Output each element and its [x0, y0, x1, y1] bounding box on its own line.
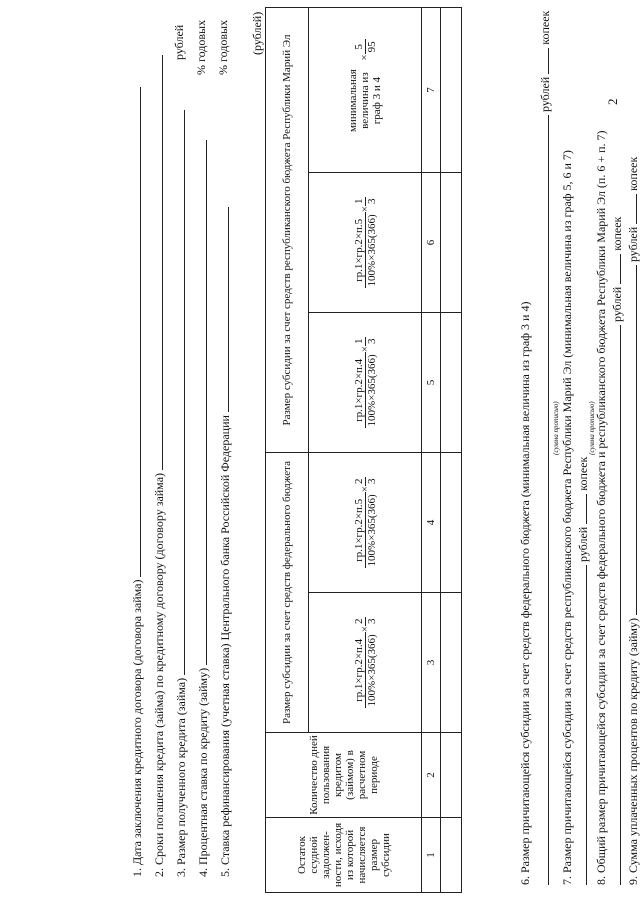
formula-5-ratio [353, 337, 378, 347]
col-number-7: 7 [422, 8, 441, 173]
item-1 [128, 87, 145, 877]
data-cell-2 [441, 733, 462, 818]
item-5 [216, 207, 233, 877]
data-cell-1 [441, 818, 462, 893]
col-number-6: 6 [422, 173, 441, 313]
item-8-label: 8. Общий размер причитающейся субсидии за счет средств федерального бюджета и республиканского бюджета Республики Марий Эл (п. 6 + п. 7) [594, 130, 608, 885]
formula-7-text: минимальная величина из граф 3 и 4 [347, 69, 383, 133]
col-number-3: 3 [422, 593, 441, 733]
item-5-blank [216, 207, 229, 412]
data-cell-6 [441, 173, 462, 313]
formula-4-ratio-num: 2 [352, 478, 365, 485]
formula-5-fraction [353, 352, 378, 428]
formula-5-ratio-num: 1 [352, 338, 365, 345]
formula-6-fraction [353, 212, 378, 288]
data-cell-4 [441, 453, 462, 593]
formula-6-ratio-den: 3 [365, 198, 378, 205]
item-7-blank [574, 565, 587, 885]
header-federal: Размер субсидии за счет средств федерального бюджета [266, 453, 309, 733]
formula-3-den: 100%×365(366) [365, 634, 378, 707]
item-2-label: 2. Сроки погашения кредита (займа) по кредитному договору (договору займа) [152, 472, 166, 877]
header-republican: Размер субсидии за счет средств республиканского бюджета Республики Марий Эл [266, 8, 309, 453]
item-3-label: 3. Размер полученного кредита (займа) [174, 677, 188, 877]
item-6 [518, 125, 533, 885]
item-8-blank [608, 325, 621, 885]
item-9-kop-blank [624, 194, 637, 224]
col-number-2: 2 [422, 733, 441, 818]
formula-6-num: гр.1×гр.2×п.5 [353, 212, 366, 288]
item-6-blank [536, 115, 549, 885]
table-header-row [266, 8, 309, 893]
table-unit: (рублей) [250, 11, 264, 55]
header-days: Количество дней пользования кредитом (займом) в расчетном периоде [266, 733, 422, 818]
table-column-numbers-row [422, 8, 441, 893]
item-5-label: 5. Ставка рефинансирования (учетная ставка) Центрального банка Российской Федерации [218, 415, 232, 877]
formula-4-den: 100%×365(366) [365, 494, 378, 567]
formula-3-ratio-den: 3 [365, 618, 378, 625]
item-8-rub: рублей [610, 286, 624, 322]
item-3-unit: рублей [172, 24, 186, 60]
item-9 [624, 157, 640, 885]
hint-sum-in-words-2: (сумма прописью) [588, 401, 596, 455]
item-8 [594, 15, 624, 885]
item-2 [150, 55, 167, 877]
col-number-1: 1 [422, 818, 441, 893]
item-6-kop: копеек [538, 10, 552, 45]
formula-7-ratio [353, 39, 378, 54]
formula-5-num: гр.1×гр.2×п.4 [353, 352, 366, 428]
data-cell-5 [441, 313, 462, 453]
data-cell-7 [441, 8, 462, 173]
formula-4-fraction [353, 492, 378, 568]
item-6-label: 6. Размер причитающейся субсидии за счет средств федерального бюджета (минимальная величина из граф 3 и 4) [518, 301, 532, 885]
item-6-amount [536, 11, 553, 885]
item-5-unit: % годовых [216, 19, 230, 75]
item-7 [560, 15, 590, 885]
formula-3-ratio [353, 617, 378, 627]
formula-3-ratio-num: 2 [352, 618, 365, 625]
col-number-4: 4 [422, 453, 441, 593]
item-3 [172, 110, 189, 877]
page-number: 2 [605, 98, 620, 105]
formula-col-4: гр.1×гр.2×п.5 100%×365(366) × 2 3 [309, 453, 422, 593]
item-9-blank [624, 265, 637, 615]
formula-6-ratio [353, 197, 378, 207]
formula-6-den: 100%×365(366) [365, 214, 378, 287]
formula-4-num: гр.1×гр.2×п.5 [353, 492, 366, 568]
formula-3-num: гр.1×гр.2×п.4 [353, 632, 366, 708]
formula-3-fraction [353, 632, 378, 708]
item-9-kop: копеек [626, 156, 640, 191]
formula-5-ratio-den: 3 [365, 338, 378, 345]
item-7-kop-blank [574, 494, 587, 524]
item-7-kop: копеек [576, 456, 590, 491]
item-4 [194, 140, 211, 877]
hint-sum-in-words-1: (сумма прописью) [552, 401, 560, 455]
item-3-blank [172, 110, 185, 675]
formula-col-3: гр.1×гр.2×п.4 100%×365(366) × 2 3 [309, 593, 422, 733]
formula-6-ratio-num: 1 [352, 198, 365, 205]
item-1-blank [128, 87, 141, 577]
formula-col-5: гр.1×гр.2×п.4 100%×365(366) × 1 3 [309, 313, 422, 453]
formula-4-ratio [353, 477, 378, 487]
item-1-label: 1. Дата заключения кредитного договора (договора займа) [130, 579, 144, 877]
item-4-unit: % годовых [194, 19, 208, 75]
subsidy-table [265, 7, 462, 893]
formula-col-7: минимальная величина из граф 3 и 4× 5 95 [309, 8, 422, 173]
item-4-blank [194, 140, 207, 665]
formula-5-den: 100%×365(366) [365, 354, 378, 427]
item-7-rub: рублей [576, 526, 590, 562]
item-9-label: 9. Сумма уплаченных процентов по кредиту (займу) [626, 618, 640, 885]
formula-col-6: гр.1×гр.2×п.5 100%×365(366) × 1 3 [309, 173, 422, 313]
item-8-kop: копеек [610, 216, 624, 251]
item-4-label: 4. Процентная ставка по кредиту (займу) [196, 667, 210, 877]
col-number-5: 5 [422, 313, 441, 453]
formula-7-ratio-num: 5 [353, 39, 366, 54]
item-6-rub: рублей [538, 76, 552, 112]
table-data-row [441, 8, 462, 893]
item-7-label: 7. Размер причитающейся субсидии за счет средств республиканского бюджета Республики Марий Эл (минимальная величина из граф 5, 6 и 7) [560, 150, 574, 885]
formula-7-ratio-den: 95 [365, 41, 378, 53]
item-6-kop-blank [536, 48, 549, 74]
item-9-rub: рублей [626, 226, 640, 263]
item-2-blank [150, 55, 163, 470]
formula-4-ratio-den: 3 [365, 478, 378, 485]
item-8-kop-blank [608, 254, 621, 284]
data-cell-3 [441, 593, 462, 733]
header-residual-debt: Остаток ссудной задолжен-ности, исходя из которой начисляется размер субсидии [266, 818, 422, 893]
